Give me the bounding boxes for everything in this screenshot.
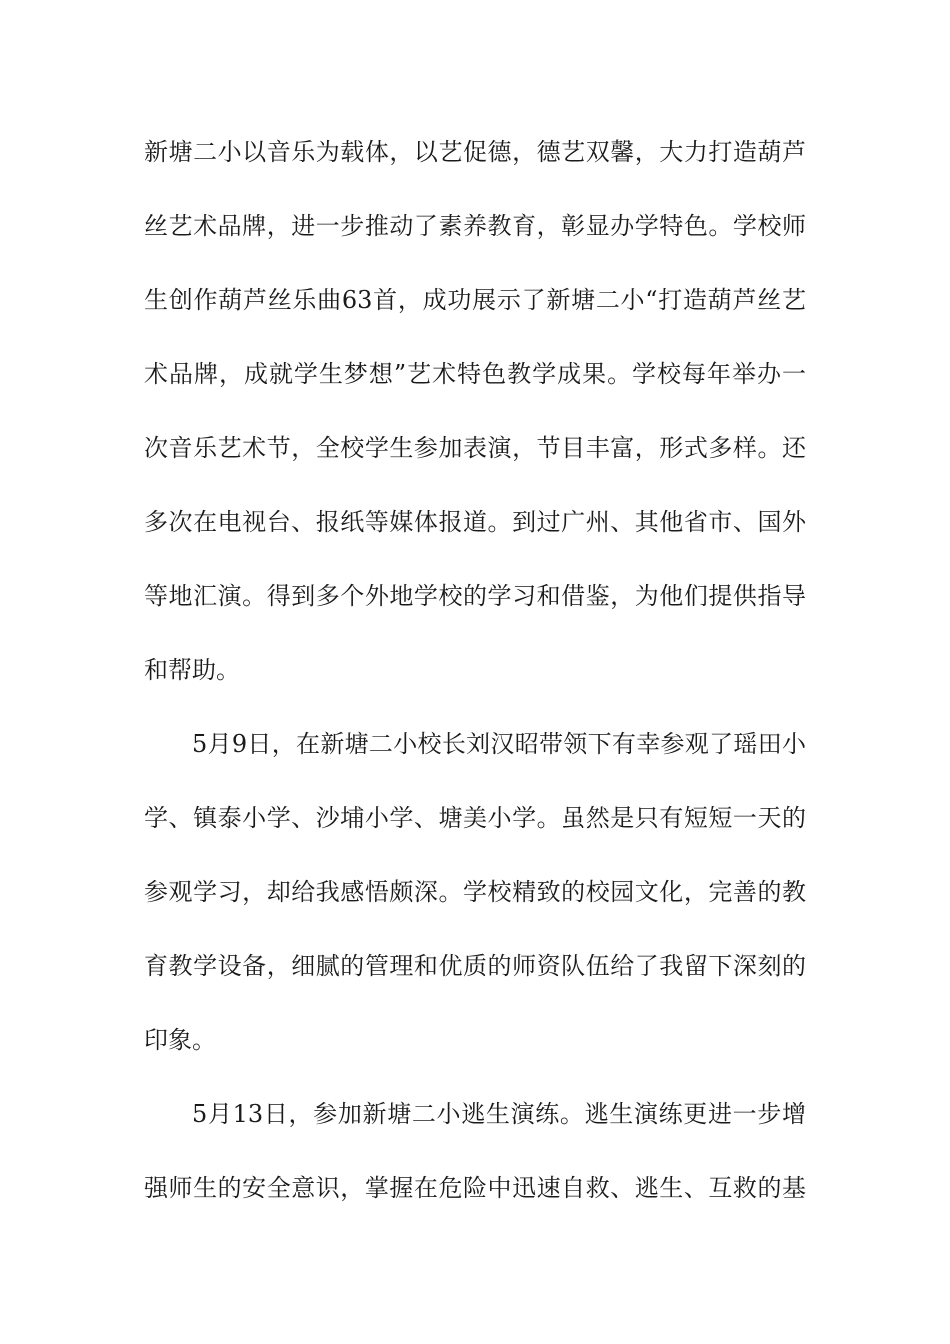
text-line: 丝艺术品牌，进一步推动了素养教育，彰显办学特色。学校师 <box>144 212 806 240</box>
text-line: 新塘二小以音乐为载体，以艺促德，德艺双馨，大力打造葫芦 <box>144 138 806 166</box>
text-line: 等地汇演。得到多个外地学校的学习和借鉴，为他们提供指导 <box>144 582 806 610</box>
text-line: 和帮助。 <box>144 656 240 684</box>
text-line: 强师生的安全意识，掌握在危险中迅速自救、逃生、互救的基 <box>144 1174 806 1202</box>
text-line: 育教学设备，细腻的管理和优质的师资队伍给了我留下深刻的 <box>144 952 806 980</box>
text-line: 学、镇泰小学、沙埔小学、塘美小学。虽然是只有短短一天的 <box>144 804 806 832</box>
text-line: 参观学习，却给我感悟颇深。学校精致的校园文化，完善的教 <box>144 878 806 906</box>
text-line: 印象。 <box>144 1026 216 1054</box>
text-line: 5月13日，参加新塘二小逃生演练。逃生演练更进一步增 <box>192 1100 806 1128</box>
body-text <box>144 131 806 1241</box>
text-line: 次音乐艺术节，全校学生参加表演，节目丰富，形式多样。还 <box>144 434 806 462</box>
text-line: 5月9日，在新塘二小校长刘汉昭带领下有幸参观了瑶田小 <box>192 730 806 758</box>
text-line: 多次在电视台、报纸等媒体报道。到过广州、其他省市、国外 <box>144 508 806 536</box>
text-line: 术品牌，成就学生梦想”艺术特色教学成果。学校每年举办一 <box>144 360 806 388</box>
text-line: 生创作葫芦丝乐曲63首，成功展示了新塘二小“打造葫芦丝艺 <box>144 286 806 314</box>
